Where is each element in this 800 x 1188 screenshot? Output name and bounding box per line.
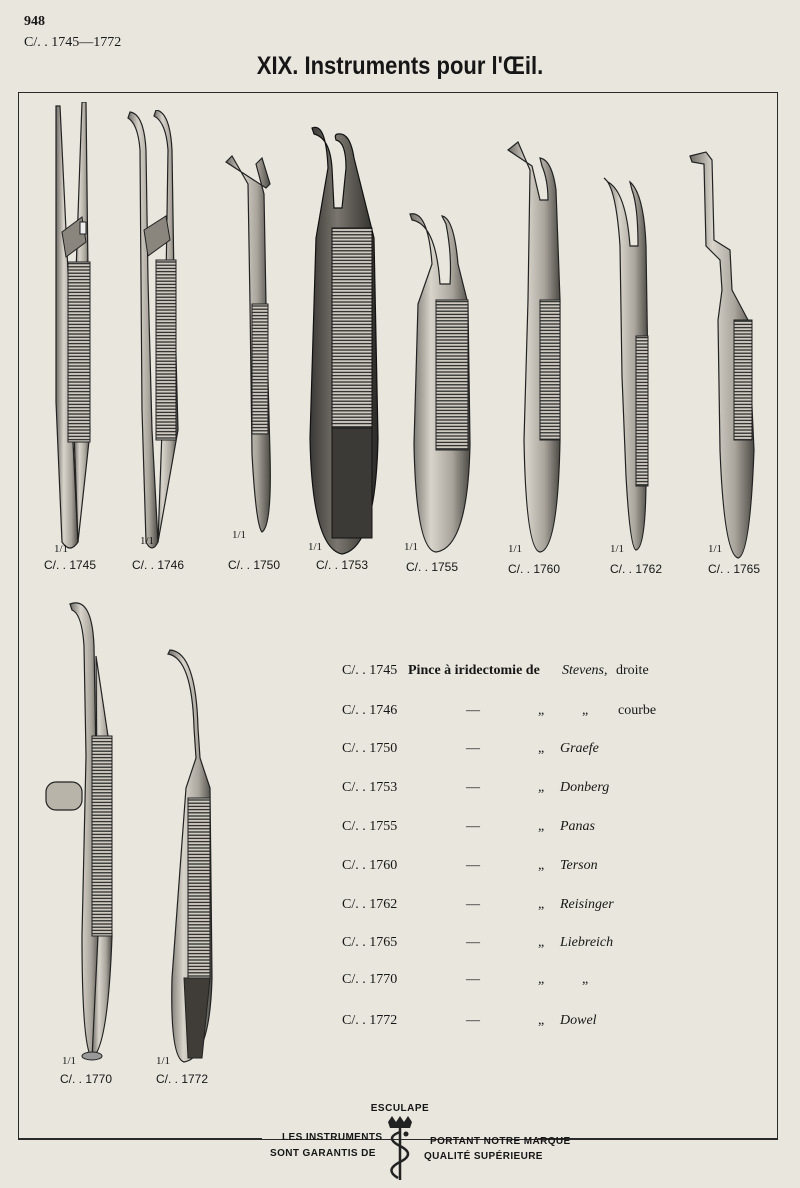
figure-caption: C/. . 1753 [316, 558, 369, 572]
list-code: C/. . 1746 [342, 703, 398, 718]
list-ditto: „ [538, 1013, 545, 1028]
forceps-1755-illustration [406, 204, 476, 556]
footer-rule-right [538, 1138, 778, 1139]
list-desc: droite [616, 663, 649, 678]
list-code: C/. . 1765 [342, 935, 398, 950]
list-ditto: „ [538, 741, 545, 756]
list-code: C/. . 1753 [342, 780, 398, 795]
figure-scale: 1/1 [140, 535, 155, 547]
forceps-1772-illustration [162, 648, 222, 1068]
list-name: Reisinger [560, 897, 614, 912]
figure-scale: 1/1 [404, 541, 419, 553]
figure-scale: 1/1 [610, 543, 625, 555]
list-code: C/. . 1760 [342, 858, 398, 873]
list-dash: — [466, 819, 480, 834]
footer-left-line1: LES INSTRUMENTS [282, 1132, 383, 1143]
footer-right-line1: PORTANT NOTRE MARQUE [430, 1136, 571, 1147]
list-text: Pince à iridectomie de [408, 663, 540, 678]
list-ditto: „ [538, 935, 545, 950]
forceps-1770-illustration [42, 596, 128, 1064]
forceps-1760-illustration [506, 140, 570, 556]
figure-caption: C/. . 1750 [228, 558, 281, 572]
list-code: C/. . 1750 [342, 741, 398, 756]
list-name: Terson [560, 858, 598, 873]
list-dash: — [466, 741, 480, 756]
list-dash: — [466, 1013, 480, 1028]
list-code: C/. . 1770 [342, 972, 398, 987]
page-title: XIX. Instruments pour l'Œil. [256, 52, 544, 80]
forceps-1746-illustration [126, 110, 190, 554]
list-name: Stevens, [562, 663, 608, 678]
list-code: C/. . 1772 [342, 1013, 398, 1028]
list-ditto: „ [538, 972, 545, 987]
list-name: Liebreich [560, 935, 614, 950]
figure-caption: C/. . 1770 [60, 1072, 113, 1086]
figure-scale: 1/1 [54, 543, 69, 555]
list-code: C/. . 1762 [342, 897, 398, 912]
figure-scale: 1/1 [708, 543, 723, 555]
footer-right-line2: QUALITÉ SUPÉRIEURE [424, 1151, 543, 1162]
list-code: C/. . 1745 [342, 663, 398, 678]
page-range: C/. . 1745—1772 [24, 35, 122, 50]
figure-scale: 1/1 [62, 1055, 77, 1067]
forceps-1762-illustration [600, 176, 660, 556]
list-ditto: „ [538, 819, 545, 834]
list-ditto: „ [538, 780, 545, 795]
page-number: 948 [24, 14, 45, 29]
footer-rule-left [18, 1138, 262, 1139]
figure-scale: 1/1 [308, 541, 323, 553]
list-dash: — [466, 858, 480, 873]
figure-caption: C/. . 1755 [406, 560, 459, 574]
list-name: Panas [560, 819, 595, 834]
list-ditto: „ [538, 897, 545, 912]
figure-scale: 1/1 [508, 543, 523, 555]
list-name: Dowel [560, 1013, 597, 1028]
forceps-1750-illustration [222, 154, 280, 534]
list-dash: — [466, 780, 480, 795]
figure-caption: C/. . 1745 [44, 558, 97, 572]
forceps-1753-illustration [302, 118, 384, 558]
figure-caption: C/. . 1772 [156, 1072, 209, 1086]
figure-caption: C/. . 1762 [610, 562, 663, 576]
list-dash: — [466, 935, 480, 950]
list-dash: — [466, 897, 480, 912]
figure-caption: C/. . 1760 [508, 562, 561, 576]
list-dash: — [466, 703, 480, 718]
figure-caption: C/. . 1765 [708, 562, 761, 576]
list-ditto: „ [538, 858, 545, 873]
list-name: Graefe [560, 741, 599, 756]
forceps-1745-illustration [42, 102, 102, 554]
footer-brand: ESCULAPE [370, 1103, 430, 1114]
list-name: Donberg [560, 780, 610, 795]
forceps-1765-illustration [688, 150, 760, 562]
list-code: C/. . 1755 [342, 819, 398, 834]
esculape-caduceus-icon [378, 1114, 422, 1184]
footer-left-line2: SONT GARANTIS DE [270, 1148, 376, 1159]
list-ditto: „ [582, 703, 589, 718]
figure-scale: 1/1 [156, 1055, 171, 1067]
list-ditto: „ [538, 703, 545, 718]
figure-scale: 1/1 [232, 529, 247, 541]
figure-caption: C/. . 1746 [132, 558, 185, 572]
list-ditto: „ [582, 972, 589, 987]
list-desc: courbe [618, 703, 657, 718]
list-dash: — [466, 972, 480, 987]
